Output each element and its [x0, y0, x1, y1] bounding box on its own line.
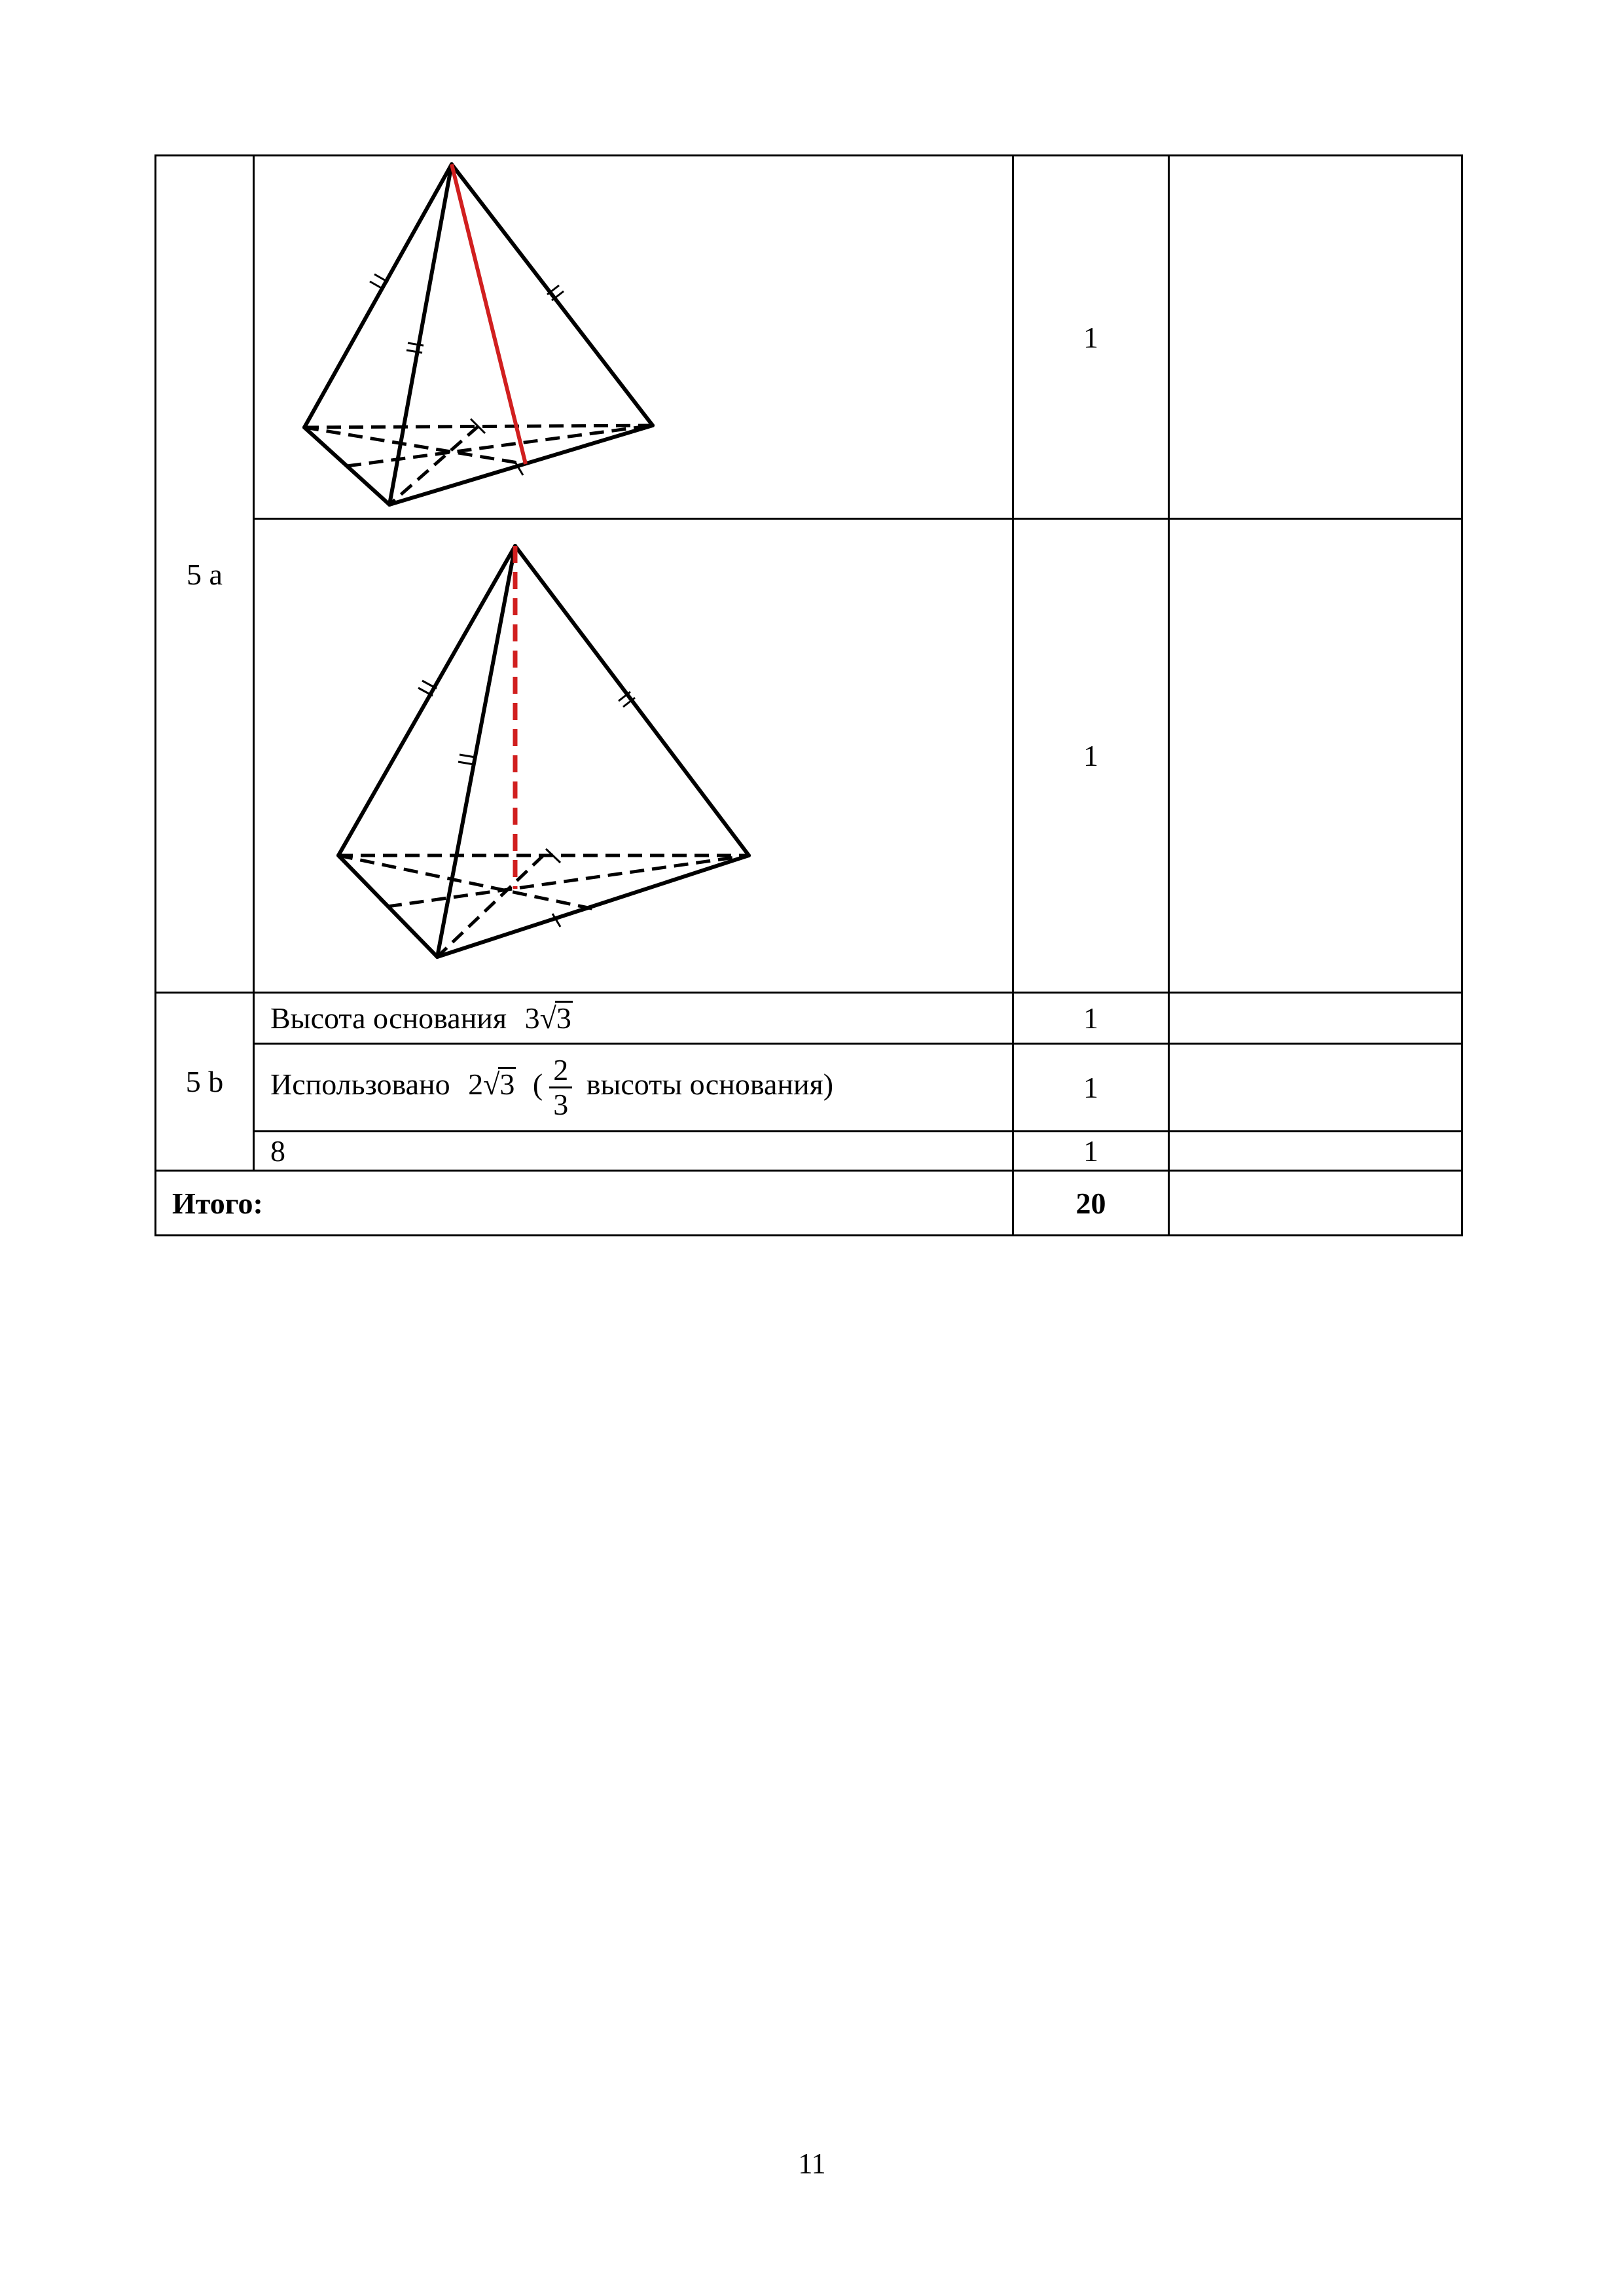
criterion-5b-2 [254, 1044, 1013, 1132]
criterion-5b-3: 8 [254, 1132, 1013, 1171]
criterion-text: Высота основания [270, 1001, 507, 1035]
criterion-text-suffix: высоты основания) [586, 1067, 834, 1102]
fraction-numerator: 2 [549, 1054, 572, 1088]
criterion-text: Использовано [270, 1067, 450, 1102]
coef: 3 [524, 1001, 540, 1035]
total-points: 20 [1013, 1171, 1169, 1236]
row-5b-line2 [156, 1044, 1462, 1132]
figure-cell-2 [254, 519, 1013, 993]
radicand: 3 [556, 1001, 571, 1035]
fraction-two-thirds [549, 1054, 572, 1121]
radical-sign: √ [539, 1001, 556, 1035]
pyramid-height-figure [255, 520, 1014, 992]
marking-table [154, 154, 1463, 1236]
figure-cell-1 [254, 156, 1013, 519]
fraction-denominator: 3 [553, 1088, 569, 1121]
radicand: 3 [499, 1067, 515, 1102]
row-5b-line1 [156, 993, 1462, 1044]
page-number: 11 [798, 2147, 826, 2179]
row-5b-line3 [156, 1132, 1462, 1171]
notes-5b-1 [1169, 993, 1462, 1044]
task-number-5b: 5 b [156, 993, 254, 1171]
notes-5a-2 [1169, 519, 1462, 993]
math-3-sqrt-3 [525, 1001, 573, 1035]
notes-5b-2 [1169, 1044, 1462, 1132]
row-total [156, 1171, 1462, 1236]
open-paren: ( [532, 1067, 543, 1102]
points-5b-1: 1 [1013, 993, 1169, 1044]
math-2-sqrt-3 [468, 1067, 516, 1101]
pyramid-slant-height-figure [255, 156, 1014, 518]
notes-5a-1 [1169, 156, 1462, 519]
row-5a-part1 [156, 156, 1462, 519]
task-number-5a: 5 a [156, 156, 254, 993]
points-5a-2: 1 [1013, 519, 1169, 993]
points-5b-2: 1 [1013, 1044, 1169, 1132]
notes-5b-3 [1169, 1132, 1462, 1171]
radical-sign: √ [483, 1067, 500, 1102]
row-5a-part2 [156, 519, 1462, 993]
criterion-5b-1 [254, 993, 1013, 1044]
points-5a-1: 1 [1013, 156, 1169, 519]
notes-total [1169, 1171, 1462, 1236]
coef: 2 [468, 1067, 484, 1102]
points-5b-3: 1 [1013, 1132, 1169, 1171]
total-label: Итого: [156, 1171, 1013, 1236]
